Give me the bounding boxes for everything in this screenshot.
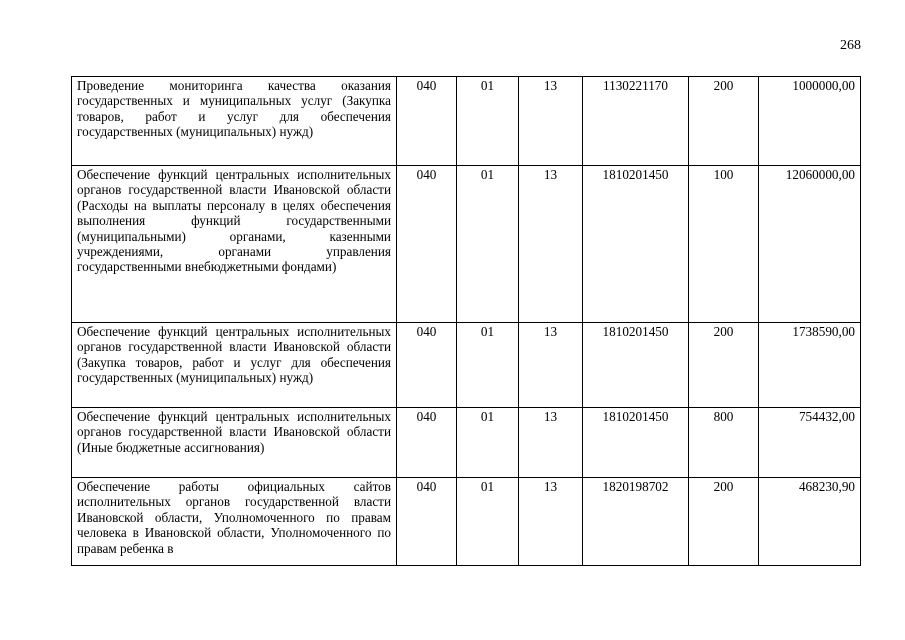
- row-code: 040: [397, 408, 457, 478]
- table-row: [72, 77, 861, 166]
- row-subsection: 13: [519, 478, 583, 566]
- row-code: 040: [397, 478, 457, 566]
- row-subsection: 13: [519, 408, 583, 478]
- row-target-article: 1820198702: [583, 478, 689, 566]
- row-expense-type: 200: [689, 77, 759, 166]
- row-amount: 1000000,00: [759, 77, 861, 166]
- row-amount: 468230,90: [759, 478, 861, 566]
- budget-table: [71, 76, 861, 566]
- table-row: [72, 478, 861, 566]
- row-expense-type: 800: [689, 408, 759, 478]
- row-section: 01: [457, 408, 519, 478]
- row-section: 01: [457, 323, 519, 408]
- row-description: Обеспечение работы официальных сайтов исполнительных органов государственной власти Ивановской области, Уполномоченного по правам человека в Ивановской области, Уполномоченного по правам ребенка в: [72, 478, 397, 566]
- row-description: Обеспечение функций центральных исполнительных органов государственной власти Ивановской области (Закупка товаров, работ и услуг для обеспечения государственных (муниципальных) нужд): [72, 323, 397, 408]
- row-target-article: 1130221170: [583, 77, 689, 166]
- row-code: 040: [397, 166, 457, 323]
- row-target-article: 1810201450: [583, 166, 689, 323]
- row-amount: 1738590,00: [759, 323, 861, 408]
- row-description: Обеспечение функций центральных исполнительных органов государственной власти Ивановской области (Расходы на выплаты персоналу в целях обеспечения выполнения функций государственными (муниципальными) органами, казенными учреждениями, органами управления государственными внебюджетными фондами): [72, 166, 397, 323]
- row-expense-type: 200: [689, 323, 759, 408]
- row-section: 01: [457, 478, 519, 566]
- row-amount: 754432,00: [759, 408, 861, 478]
- row-code: 040: [397, 323, 457, 408]
- row-amount: 12060000,00: [759, 166, 861, 323]
- row-subsection: 13: [519, 166, 583, 323]
- table-row: [72, 166, 861, 323]
- row-code: 040: [397, 77, 457, 166]
- table-row: [72, 323, 861, 408]
- table-row: [72, 408, 861, 478]
- row-target-article: 1810201450: [583, 408, 689, 478]
- row-description: Проведение мониторинга качества оказания государственных и муниципальных услуг (Закупка товаров, работ и услуг для обеспечения государственных (муниципальных) нужд): [72, 77, 397, 166]
- row-section: 01: [457, 77, 519, 166]
- row-subsection: 13: [519, 77, 583, 166]
- row-expense-type: 100: [689, 166, 759, 323]
- row-subsection: 13: [519, 323, 583, 408]
- row-description: Обеспечение функций центральных исполнительных органов государственной власти Ивановской области (Иные бюджетные ассигнования): [72, 408, 397, 478]
- row-expense-type: 200: [689, 478, 759, 566]
- page-number: 268: [840, 38, 861, 53]
- row-section: 01: [457, 166, 519, 323]
- row-target-article: 1810201450: [583, 323, 689, 408]
